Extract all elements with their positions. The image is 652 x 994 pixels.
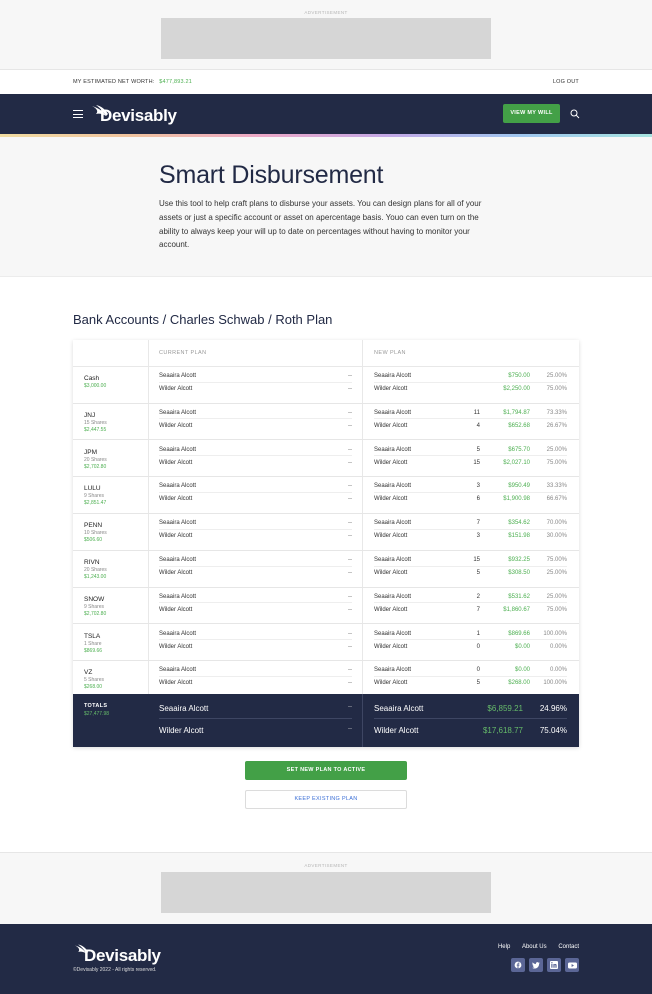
share-count[interactable]: 1 — [476, 630, 480, 637]
beneficiary-name: Seaaira Alcott — [374, 483, 412, 490]
footer-brand[interactable]: Devisably — [84, 946, 161, 965]
table-row — [73, 404, 579, 441]
share-count[interactable]: 6 — [476, 496, 480, 503]
table-row — [73, 441, 579, 478]
beneficiary-name: Wilder Alcott — [374, 570, 408, 576]
beneficiary-name: Seaaira Alcott — [159, 557, 197, 563]
allocation-percent[interactable]: 75.00% — [546, 606, 567, 613]
new-plan-line — [374, 591, 567, 604]
allocation-amount: $750.00 — [508, 373, 530, 379]
share-count[interactable]: 11 — [473, 409, 480, 416]
hero-section — [0, 137, 652, 277]
asset-name: Cash — [84, 375, 100, 382]
share-count[interactable]: 3 — [476, 483, 480, 490]
bottom-ad-band — [0, 852, 652, 924]
asset-name: JPM — [84, 448, 97, 456]
current-value: -- — [348, 726, 352, 732]
beneficiary-name: Seaaira Alcott — [374, 520, 412, 527]
beneficiary-name: Seaaira Alcott — [374, 704, 424, 713]
asset-value: $869.66 — [84, 647, 103, 654]
beneficiary-name: Wilder Alcott — [159, 726, 204, 735]
allocation-percent[interactable]: 33.33% — [546, 483, 567, 490]
asset-value: $2,702.80 — [84, 610, 107, 617]
allocation-amount: $1,860.67 — [503, 606, 530, 613]
allocation-percent[interactable]: 25.00% — [546, 593, 567, 600]
social-links — [511, 958, 579, 972]
new-plan-line — [374, 444, 567, 457]
allocation-percent[interactable]: 100.00% — [543, 680, 567, 687]
keep-existing-plan-button[interactable]: KEEP EXISTING PLAN — [245, 790, 407, 809]
beneficiary-name: Wilder Alcott — [159, 459, 193, 466]
current-plan-line — [159, 641, 352, 654]
new-plan-line — [374, 457, 567, 470]
current-plan-line — [159, 567, 352, 580]
asset-cell — [84, 412, 107, 433]
allocation-amount: $531.62 — [508, 593, 530, 600]
asset-value: $1,243.00 — [84, 574, 107, 580]
allocation-amount: $0.00 — [514, 667, 530, 674]
new-plan-line — [374, 407, 567, 420]
allocation-percent[interactable]: 0.00% — [549, 667, 567, 674]
asset-name: LULU — [84, 485, 101, 493]
footer — [0, 924, 652, 994]
beneficiary-name: Seaaira Alcott — [159, 704, 209, 713]
asset-shares: 10 Shares — [84, 530, 107, 537]
beneficiary-name: Wilder Alcott — [159, 386, 193, 392]
allocation-amount: $675.70 — [508, 446, 530, 453]
current-plan-line — [159, 457, 352, 470]
current-plan-line — [159, 628, 352, 641]
current-plan-line — [159, 604, 352, 617]
current-value: -- — [348, 557, 352, 563]
totals-new-line — [374, 698, 567, 719]
share-count[interactable]: 7 — [476, 520, 480, 527]
table-row — [73, 367, 579, 404]
beneficiary-name: Seaaira Alcott — [159, 667, 197, 674]
allocation-amount: $354.62 — [508, 520, 530, 527]
share-count[interactable]: 15 — [473, 459, 480, 466]
allocation-percent[interactable]: 73.33% — [546, 409, 567, 416]
share-count[interactable]: 5 — [476, 446, 480, 453]
facebook-icon[interactable] — [511, 958, 525, 972]
table-row — [73, 551, 579, 588]
beneficiary-name: Seaaira Alcott — [374, 593, 412, 600]
current-plan-line — [159, 554, 352, 567]
table-row — [73, 477, 579, 514]
new-plan-line — [374, 664, 567, 677]
asset-name: TSLA — [84, 632, 101, 640]
beneficiary-name: Wilder Alcott — [374, 533, 408, 540]
beneficiary-name: Wilder Alcott — [374, 680, 408, 687]
beneficiary-name: Seaaira Alcott — [159, 593, 197, 600]
beneficiary-name: Wilder Alcott — [159, 643, 193, 650]
share-count[interactable]: 5 — [476, 570, 480, 576]
top-ad-band — [0, 0, 652, 70]
new-plan-line — [374, 493, 567, 506]
table-row — [73, 514, 579, 551]
asset-shares: 20 Shares — [84, 456, 107, 463]
current-plan-line — [159, 493, 352, 506]
twitter-icon[interactable] — [529, 958, 543, 972]
allocation-percent[interactable]: 26.67% — [546, 422, 567, 429]
allocation-percent[interactable]: 25.00% — [546, 446, 567, 453]
allocation-amount: $869.66 — [508, 630, 530, 637]
net-worth-bar — [0, 70, 652, 94]
total-amount: $17,618.77 — [482, 726, 523, 735]
beneficiary-name: Seaaira Alcott — [159, 630, 197, 637]
footer-links — [488, 944, 579, 950]
current-plan-line — [159, 383, 352, 396]
new-plan-line — [374, 677, 567, 690]
allocation-percent[interactable]: 25.00% — [546, 373, 567, 379]
net-worth — [73, 79, 192, 85]
beneficiary-name: Seaaira Alcott — [159, 520, 197, 527]
asset-value: $2,851.47 — [84, 500, 107, 507]
current-value: -- — [348, 459, 352, 466]
ad-label: ADVERTISEMENT — [304, 10, 348, 15]
view-my-will-button[interactable]: VIEW MY WILL — [503, 104, 560, 123]
totals-current-line — [159, 720, 352, 741]
asset-cell — [84, 596, 106, 617]
beneficiary-name: Wilder Alcott — [159, 606, 193, 613]
asset-cell — [84, 522, 107, 543]
asset-cell — [84, 375, 106, 389]
beneficiary-name: Wilder Alcott — [374, 459, 408, 466]
current-value: -- — [348, 593, 352, 600]
current-value: -- — [348, 704, 352, 710]
asset-value: $506.60 — [84, 537, 103, 544]
new-plan-line — [374, 567, 567, 580]
allocation-percent[interactable]: 75.00% — [546, 386, 567, 392]
plan-table — [73, 340, 579, 747]
asset-cell — [84, 485, 106, 506]
linkedin-icon[interactable] — [547, 958, 561, 972]
current-value: -- — [348, 630, 352, 637]
brand-name[interactable]: Devisably — [100, 106, 177, 125]
new-plan-line — [374, 628, 567, 641]
new-plan-line — [374, 517, 567, 530]
allocation-percent[interactable]: 25.00% — [546, 570, 567, 576]
current-plan-line — [159, 420, 352, 433]
current-plan-line — [159, 407, 352, 420]
asset-cell — [84, 669, 104, 690]
share-count[interactable]: 3 — [476, 533, 480, 540]
asset-name: VZ — [84, 669, 93, 677]
new-plan-header: NEW PLAN — [374, 350, 406, 356]
beneficiary-name: Wilder Alcott — [374, 386, 408, 392]
current-value: -- — [348, 520, 352, 527]
table-row — [73, 625, 579, 662]
totals-label: TOTALS — [84, 703, 108, 709]
beneficiary-name: Seaaira Alcott — [374, 667, 412, 674]
total-percent: 75.04% — [539, 726, 567, 735]
asset-shares: 5 Shares — [84, 677, 105, 684]
allocation-amount: $2,027.10 — [503, 459, 530, 466]
new-plan-line — [374, 480, 567, 493]
current-value: -- — [348, 422, 352, 429]
current-value: -- — [348, 386, 352, 392]
beneficiary-name: Seaaira Alcott — [374, 409, 412, 416]
beneficiary-name: Seaaira Alcott — [159, 409, 197, 416]
page-description: Use this tool to help craft plans to disburse your assets. You can design plans for all of your assets or just a specific account or asset on apercentage basis. Youo can even turn on the ability to always keep your will up to date on percentages without having to monitor your account. — [159, 199, 482, 250]
share-count[interactable]: 5 — [476, 680, 480, 687]
total-amount: $6,859.21 — [487, 704, 523, 713]
current-plan-line — [159, 677, 352, 690]
beneficiary-name: Wilder Alcott — [374, 496, 408, 503]
ad-placeholder[interactable] — [161, 872, 491, 913]
new-plan-line — [374, 554, 567, 567]
current-plan-line — [159, 664, 352, 677]
allocation-amount: $268.00 — [508, 680, 530, 687]
current-value: -- — [348, 496, 352, 503]
beneficiary-name: Seaaira Alcott — [159, 373, 197, 379]
logout-link[interactable]: LOG OUT — [552, 79, 579, 85]
asset-cell — [84, 559, 107, 580]
current-plan-line — [159, 591, 352, 604]
current-value: -- — [348, 570, 352, 576]
total-percent: 24.96% — [539, 704, 567, 713]
allocation-amount: $1,794.87 — [503, 409, 530, 416]
beneficiary-name: Wilder Alcott — [374, 643, 408, 650]
totals-value: $27,477.98 — [84, 711, 110, 717]
current-value: -- — [348, 533, 352, 540]
current-value: -- — [348, 373, 352, 379]
current-value: -- — [348, 667, 352, 674]
beneficiary-name: Seaaira Alcott — [374, 557, 412, 563]
asset-name: JNJ — [84, 411, 96, 419]
asset-cell — [84, 633, 102, 654]
current-plan-line — [159, 530, 352, 543]
new-plan-line — [374, 420, 567, 433]
share-count[interactable]: 0 — [476, 643, 480, 650]
asset-value: $268.00 — [84, 684, 103, 691]
net-worth-label: MY ESTIMATED NET WORTH: — [73, 79, 155, 85]
asset-name: RIVN — [84, 559, 100, 566]
beneficiary-name: Wilder Alcott — [159, 496, 193, 503]
allocation-percent[interactable]: 0.00% — [549, 643, 567, 650]
allocation-amount: $0.00 — [514, 643, 530, 650]
beneficiary-name: Wilder Alcott — [374, 726, 419, 735]
beneficiary-name: Seaaira Alcott — [374, 630, 412, 637]
allocation-amount: $2,250.00 — [503, 386, 530, 392]
beneficiary-name: Wilder Alcott — [159, 533, 193, 540]
beneficiary-name: Seaaira Alcott — [159, 483, 197, 490]
menu-icon[interactable] — [73, 110, 83, 118]
current-plan-line — [159, 444, 352, 457]
beneficiary-name: Seaaira Alcott — [374, 373, 412, 379]
page-title: Smart Disbursement — [159, 161, 384, 189]
current-plan-header: CURRENT PLAN — [159, 350, 207, 356]
new-plan-line — [374, 641, 567, 654]
copyright: ©Devisably 2022 - All rights reserved. — [73, 967, 157, 973]
current-value: -- — [348, 680, 352, 687]
allocation-amount: $1,900.98 — [503, 496, 530, 503]
set-new-plan-active-button[interactable]: SET NEW PLAN TO ACTIVE — [245, 761, 407, 780]
beneficiary-name: Wilder Alcott — [159, 570, 193, 576]
ad-label: ADVERTISEMENT — [304, 863, 348, 868]
new-plan-line — [374, 370, 567, 383]
share-count[interactable]: 2 — [476, 593, 480, 600]
asset-shares: 9 Shares — [84, 603, 105, 610]
asset-shares: 15 Shares — [84, 419, 107, 426]
allocation-percent[interactable]: 30.00% — [546, 533, 567, 540]
beneficiary-name: Wilder Alcott — [159, 422, 193, 429]
current-value: -- — [348, 606, 352, 613]
share-count[interactable]: 4 — [476, 422, 480, 429]
totals-current-line — [159, 698, 352, 719]
current-value: -- — [348, 409, 352, 416]
table-row — [73, 588, 579, 625]
current-plan-line — [159, 480, 352, 493]
beneficiary-name: Seaaira Alcott — [374, 446, 412, 453]
asset-value: $3,000.00 — [84, 383, 107, 389]
allocation-percent[interactable]: 75.00% — [546, 557, 567, 563]
allocation-amount: $151.98 — [508, 533, 530, 540]
net-worth-value: $477,893.21 — [159, 79, 193, 85]
allocation-percent[interactable]: 70.00% — [546, 520, 567, 527]
new-plan-line — [374, 530, 567, 543]
beneficiary-name: Wilder Alcott — [159, 680, 193, 687]
current-value: -- — [348, 483, 352, 490]
asset-shares: 20 Shares — [84, 567, 107, 573]
footer-link-help[interactable]: Help — [497, 944, 511, 950]
allocation-percent[interactable]: 66.67% — [546, 496, 567, 503]
share-count[interactable]: 0 — [476, 667, 480, 674]
ad-placeholder[interactable] — [161, 18, 491, 59]
share-count[interactable]: 7 — [476, 606, 480, 613]
beneficiary-name: Seaaira Alcott — [159, 446, 197, 453]
totals-row — [73, 694, 579, 747]
current-value: -- — [348, 643, 352, 650]
current-plan-line — [159, 517, 352, 530]
share-count[interactable]: 15 — [473, 557, 480, 563]
totals-new-line — [374, 720, 567, 741]
allocation-amount: $932.25 — [508, 557, 530, 563]
allocation-amount: $652.68 — [508, 422, 530, 429]
asset-value: $2,702.80 — [84, 463, 107, 470]
breadcrumb: Bank Accounts / Charles Schwab / Roth Plan — [73, 312, 333, 327]
asset-name: SNOW — [84, 595, 105, 603]
asset-shares: 9 Shares — [84, 493, 105, 500]
search-icon[interactable] — [570, 109, 580, 119]
allocation-percent[interactable]: 75.00% — [546, 459, 567, 466]
new-plan-line — [374, 604, 567, 617]
youtube-icon[interactable] — [565, 958, 579, 972]
asset-value: $2,447.55 — [84, 426, 107, 433]
beneficiary-name: Wilder Alcott — [374, 606, 408, 613]
asset-shares: 1 Share — [84, 640, 102, 647]
current-plan-line — [159, 370, 352, 383]
allocation-amount: $308.50 — [508, 570, 530, 576]
footer-link-contact[interactable]: Contact — [558, 944, 579, 950]
current-value: -- — [348, 446, 352, 453]
beneficiary-name: Wilder Alcott — [374, 422, 408, 429]
allocation-amount: $950.49 — [508, 483, 530, 490]
new-plan-line — [374, 383, 567, 396]
table-row — [73, 661, 579, 698]
asset-name: PENN — [84, 522, 103, 530]
asset-cell — [84, 449, 107, 470]
footer-link-about[interactable]: About Us — [521, 944, 547, 950]
allocation-percent[interactable]: 100.00% — [543, 630, 567, 637]
